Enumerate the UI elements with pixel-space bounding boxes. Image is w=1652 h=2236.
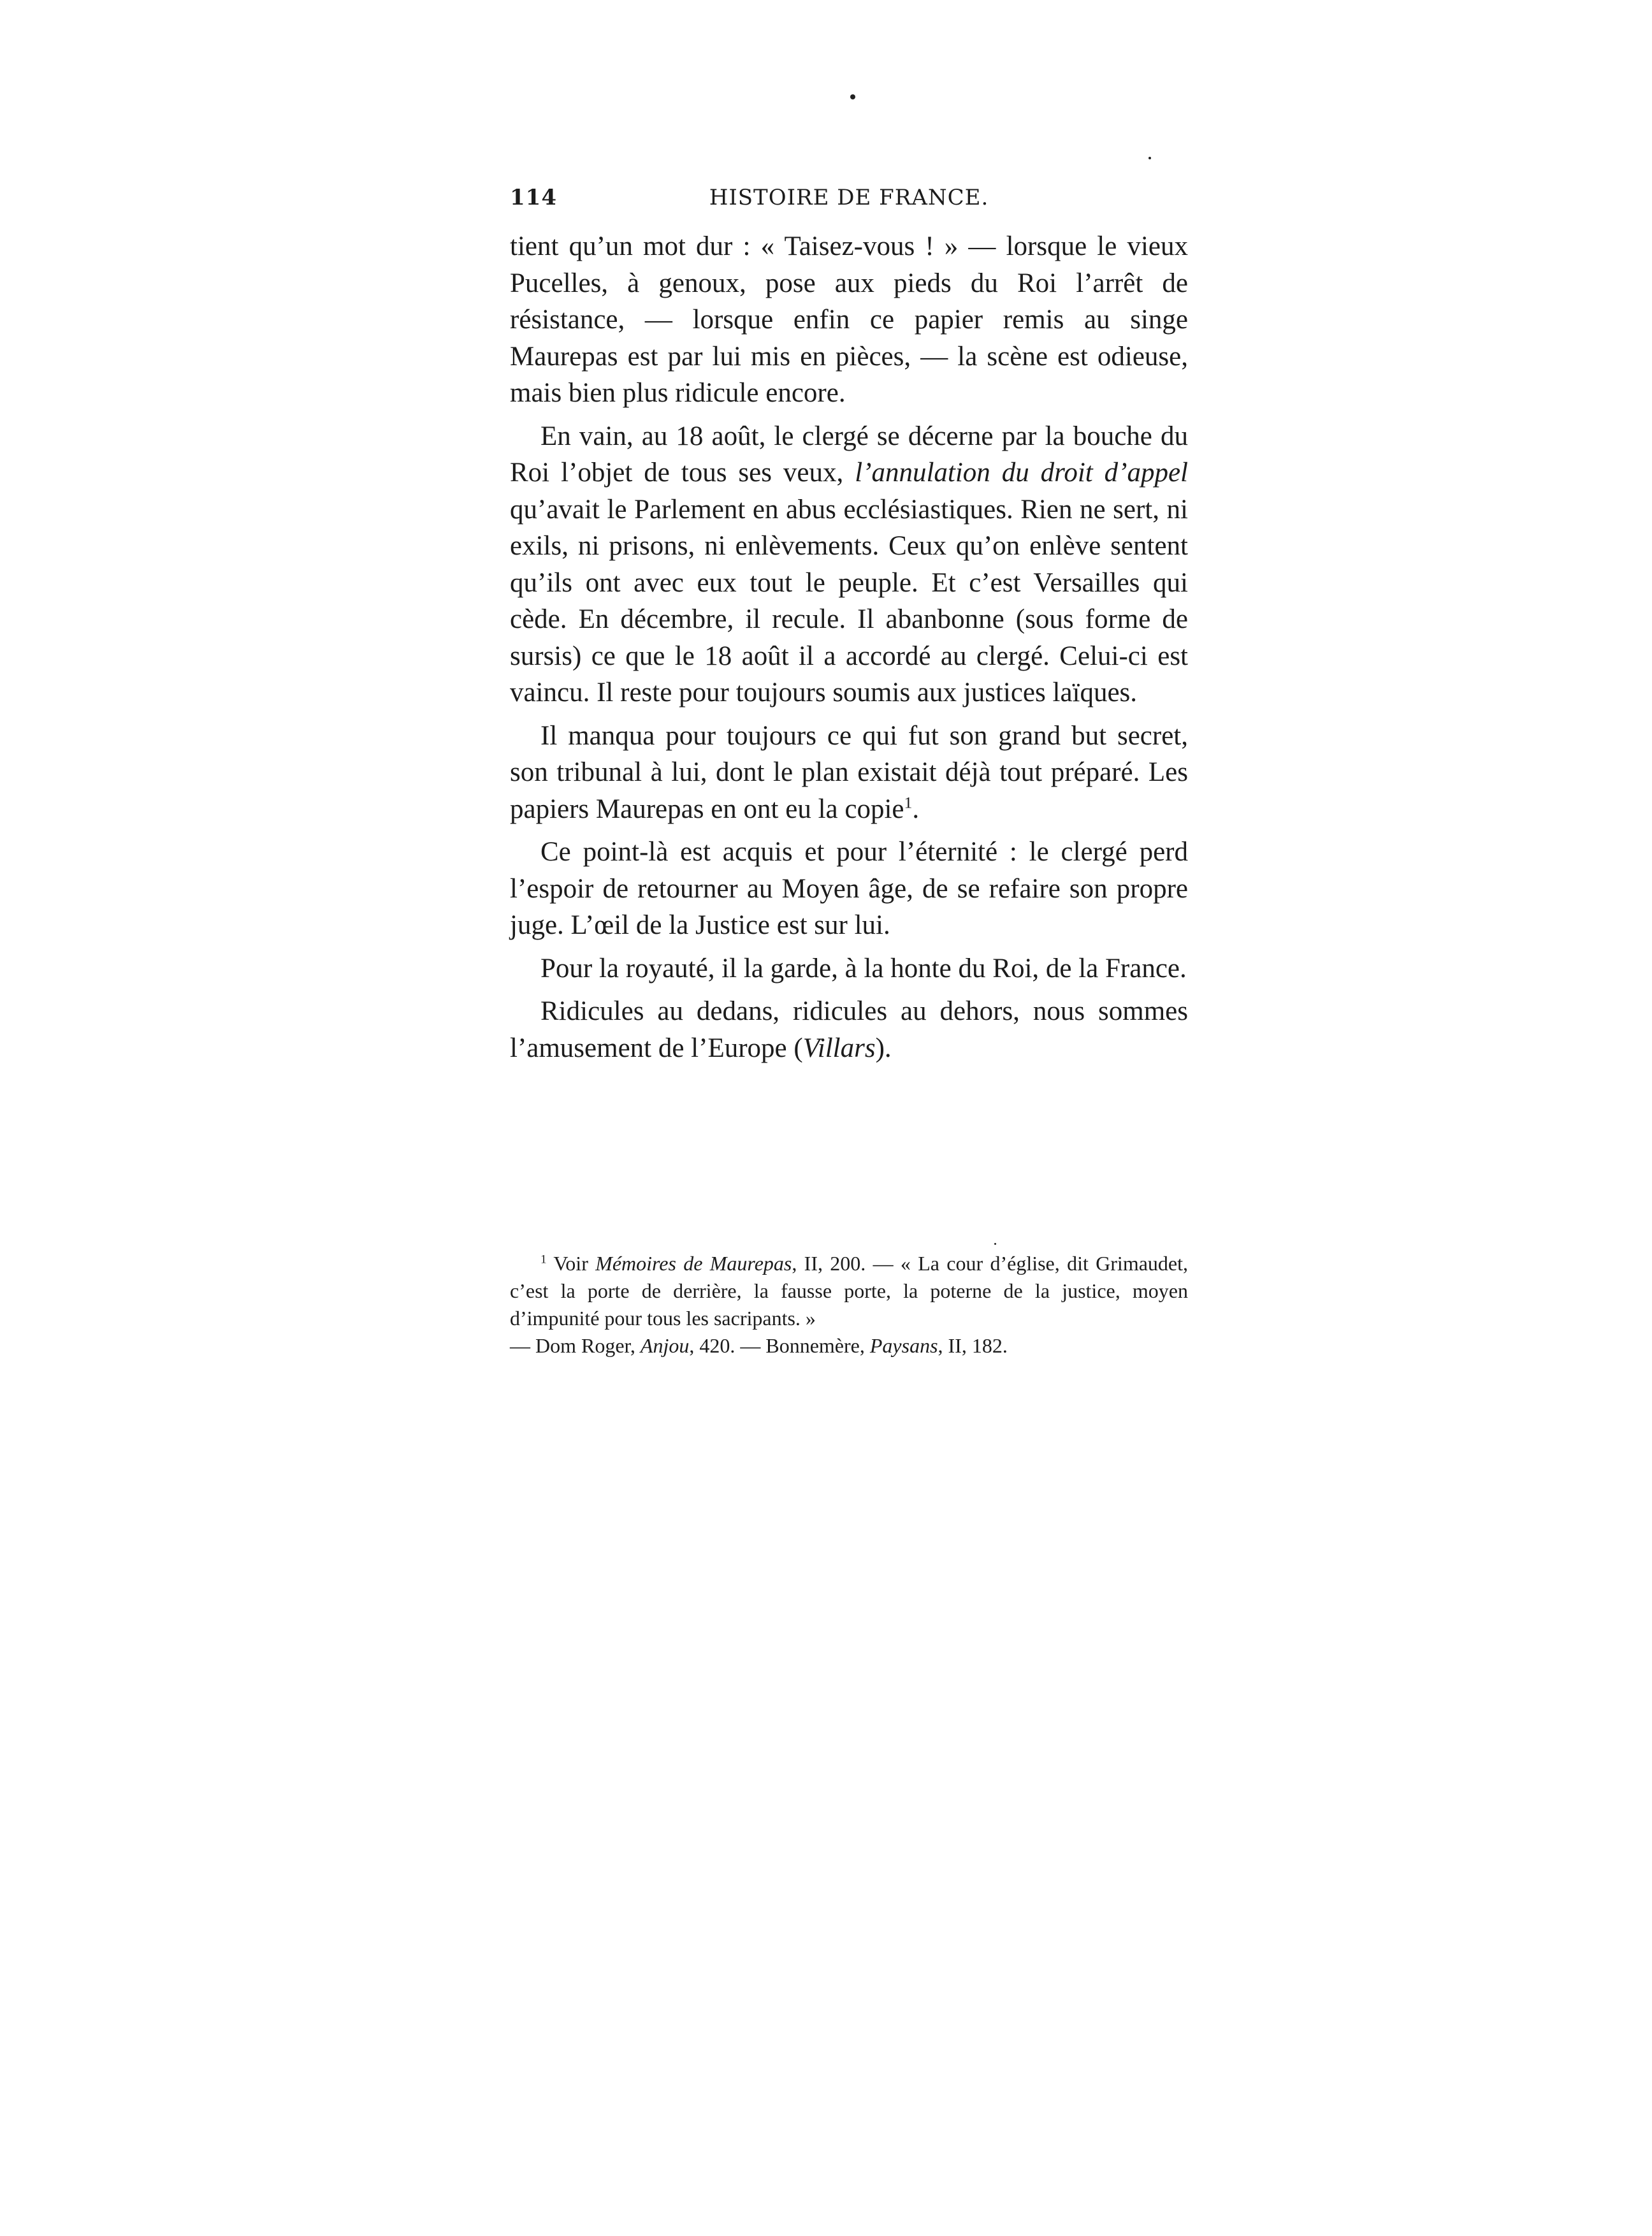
footnote-italic: Mémoires de Maurepas	[595, 1252, 792, 1275]
paragraph	[510, 418, 1188, 711]
footnote-text: , II, 182.	[938, 1334, 1008, 1357]
paragraph-text: .	[912, 794, 920, 824]
footnote-text: — Dom Roger,	[510, 1334, 641, 1357]
paragraph-text: Ce point-là est acquis et pour l’éternité : le clergé perd l’espoir de retourner au Moyen âge, de se refaire son propre juge. L’œil de la Justice est sur lui.	[510, 837, 1188, 940]
footnote-continuation	[510, 1332, 1188, 1360]
page-number: 114	[510, 185, 557, 210]
scan-speck	[1148, 157, 1151, 159]
scan-speck	[850, 94, 855, 99]
paragraph-text: ).	[875, 1033, 892, 1063]
footnote	[510, 1250, 1188, 1332]
italic-phrase: Villars	[802, 1033, 876, 1063]
paragraph	[510, 834, 1188, 944]
footnote-text: Voir	[546, 1252, 596, 1275]
running-head: HISTOIRE DE FRANCE.	[709, 185, 989, 210]
page-header	[510, 185, 1188, 221]
paragraph	[510, 228, 1188, 412]
footnote-reference[interactable]: 1	[904, 793, 913, 812]
paragraph-text: Ridicules au dedans, ridicules au dehors, nous sommes l’amusement de l’Europe (	[510, 996, 1188, 1063]
italic-phrase: l’annulation du droit d’appel	[855, 458, 1189, 488]
footnote-italic: Paysans	[869, 1334, 938, 1357]
footnote-text: , 420. — Bonnemère,	[689, 1334, 870, 1357]
paragraph	[510, 718, 1188, 828]
paragraph-text: qu’avait le Parlement en abus ecclésiastiques. Rien ne sert, ni exils, ni prisons, ni enlèvements. Ceux qu’on enlève sentent qu’ils ont avec eux tout le peuple. Et c’est Versailles qui cède. En décembre, il recule. Il abanbonne (sous forme de sursis) ce que le 18 août il a accordé au clergé. Celui-ci est vaincu. Il reste pour toujours soumis aux justices laïques.	[510, 494, 1188, 708]
paragraph-text: tient qu’un mot dur : « Taisez-vous ! » — lorsque le vieux Pucelles, à genoux, pose aux pieds du Roi l’arrêt de résistance, — lorsque enfin ce papier remis au singe Maurepas est par lui mis en pièces, — la scène est odieuse, mais bien plus ridicule encore.	[510, 231, 1188, 408]
paragraph-text: En vain, au 18 août, le clergé se décerne par la bouche du Roi l’objet de tous ses veux,	[510, 421, 1188, 488]
main-text	[510, 228, 1188, 1066]
scan-speck	[994, 1243, 996, 1245]
footnote-italic: Anjou	[640, 1334, 690, 1357]
paragraph-text: Pour la royauté, il la garde, à la honte du Roi, de la France.	[540, 953, 1187, 984]
footnote-marker: 1	[540, 1252, 547, 1267]
paragraph-text: Il manqua pour toujours ce qui fut son grand but secret, son tribunal à lui, dont le plan existait déjà tout préparé. Les papiers Maurepas en ont eu la copie	[510, 720, 1188, 824]
paragraph	[510, 950, 1188, 987]
footnote-text: , II, 200. — « La cour d’église, dit Grimaudet, c’est la porte de derrière, la fausse porte, la poterne de la justice, moyen d’impunité pour tous les sacripants. »	[510, 1252, 1189, 1330]
paragraph	[510, 993, 1188, 1066]
footnotes	[510, 1250, 1188, 1360]
